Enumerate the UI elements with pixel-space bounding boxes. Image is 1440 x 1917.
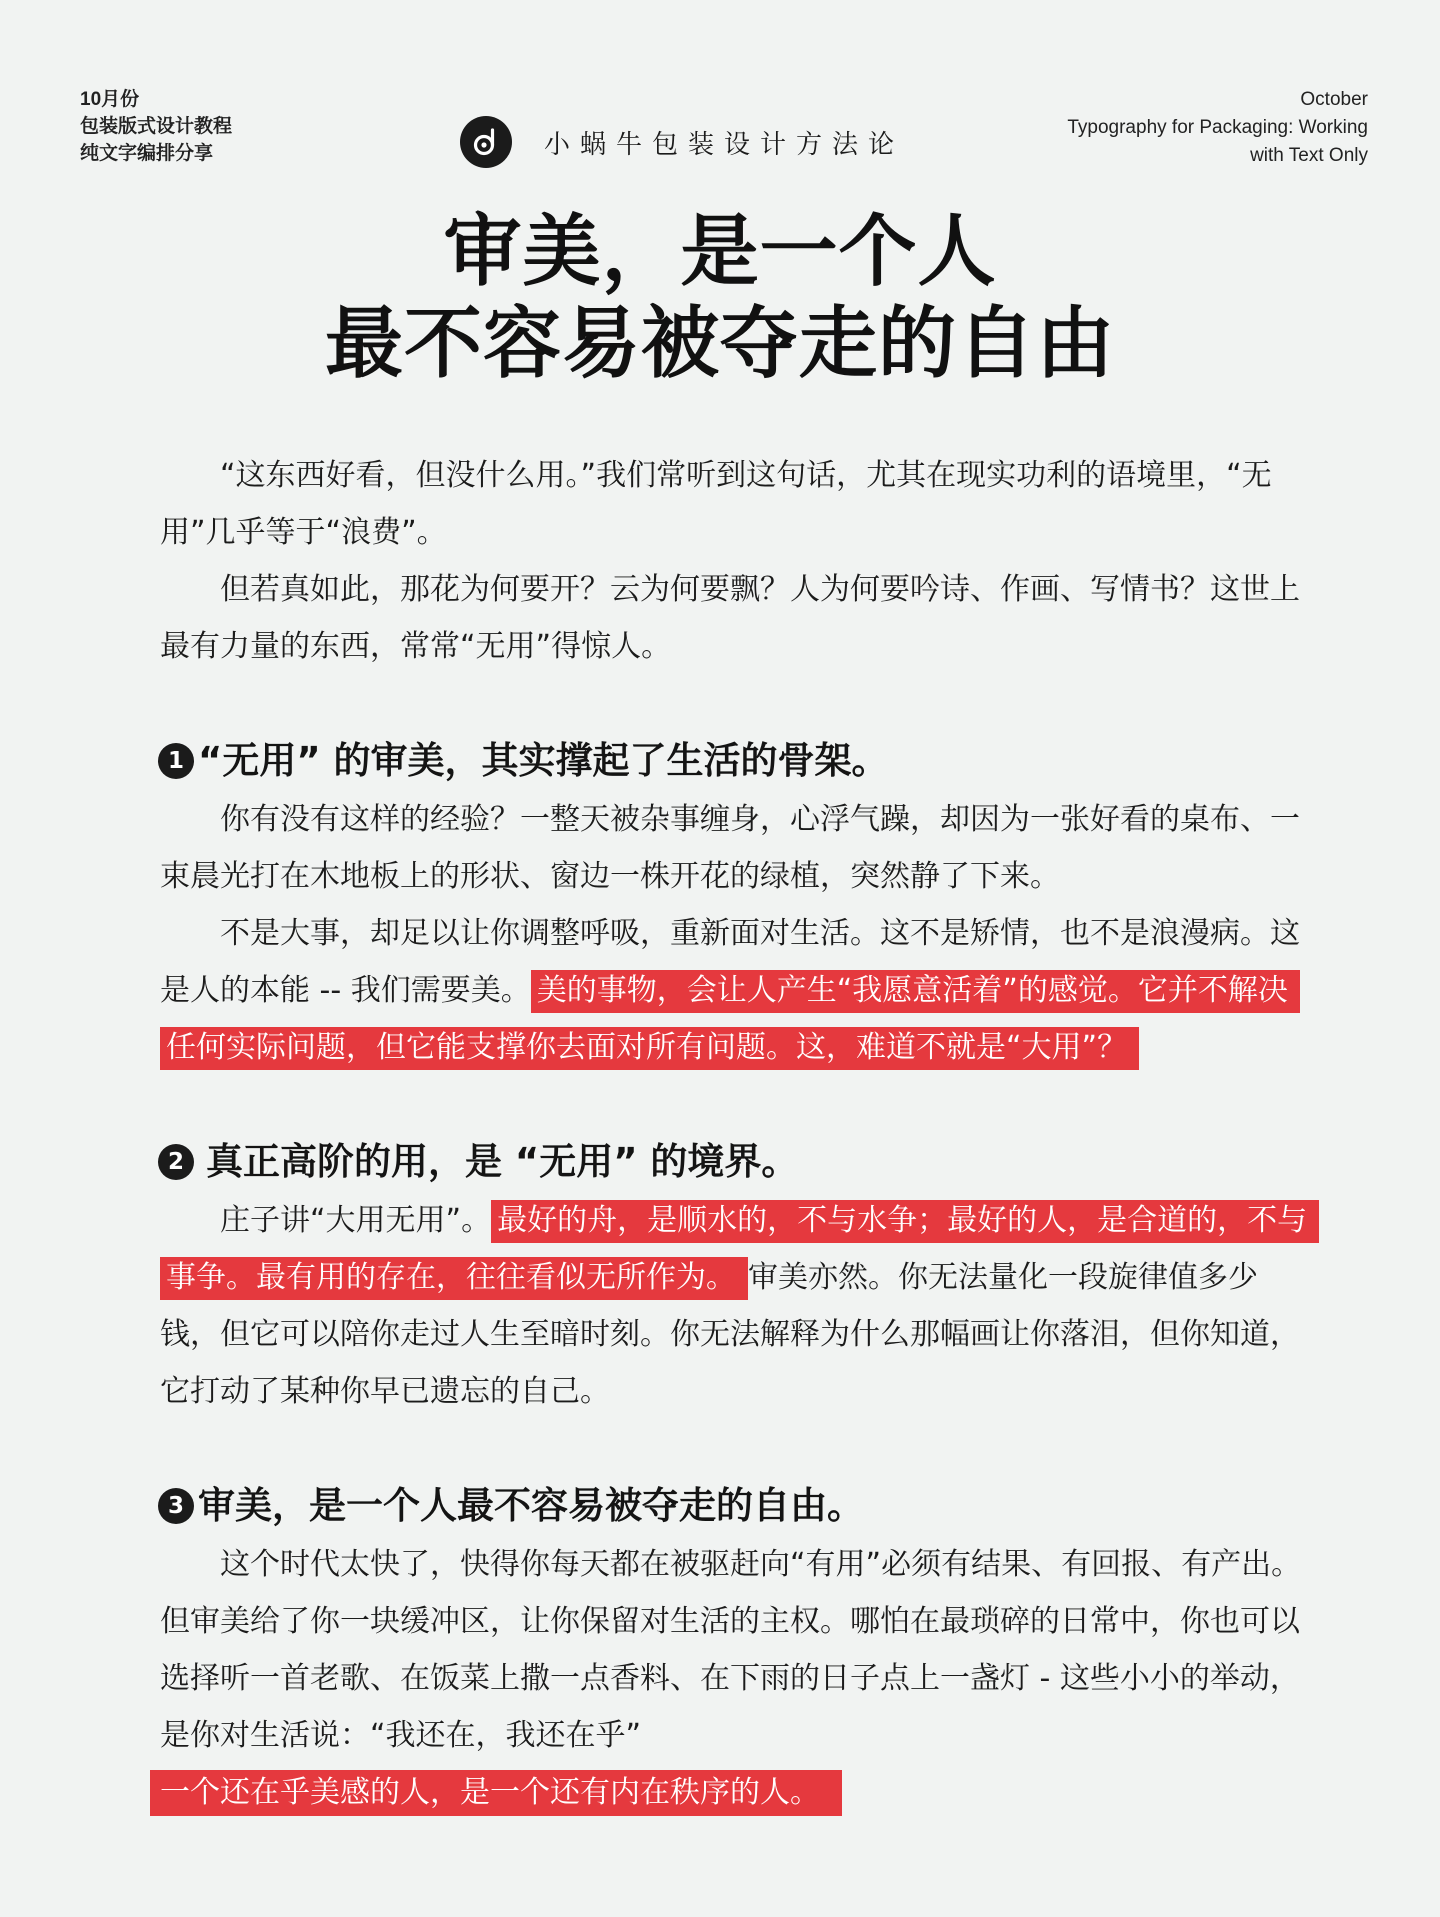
intro-paragraph-2: 但若真如此，那花为何要开？云为何要飘？人为何要吟诗、作画、写情书？这世上最有力量的东西，常常“无用”得惊人。 <box>160 572 1300 664</box>
section-2 <box>160 1134 1310 1420</box>
month-label-en: October <box>1300 89 1368 110</box>
section-paragraph: 这个时代太快了，快得你每天都在被驱赶向“有用”必须有结果、有回报、有产出。但审美给了你一块缓冲区，让你保留对生活的主权。哪怕在最琐碎的日常中，你也可以选择听一首老歌、在饭菜上撒一点香料、在下雨的日子点上一盏灯 - 这些小小的举动，是你对生活说：“我还在，我还在乎” <box>160 1547 1302 1753</box>
header-left-info <box>80 86 232 167</box>
section-heading <box>158 1478 1310 1534</box>
section-number-badge: 3 <box>158 1488 194 1524</box>
paragraph-text: 审美亦然。你无法量化一段旋律值多少钱，但它可以陪你走过人生至暗时刻。你无法解释为什么那幅画让你落泪，但你知道，它打动了某种你早已遗忘的自己。 <box>160 1260 1300 1409</box>
series-label-en: Typography for Packaging: Working <box>1067 117 1368 138</box>
section-paragraph <box>160 905 1310 1076</box>
section-3 <box>160 1478 1310 1816</box>
section-number-badge: 1 <box>158 743 194 779</box>
section-number-badge: 2 <box>158 1144 194 1180</box>
section-paragraph <box>160 1192 1310 1420</box>
snail-logo-icon <box>460 116 512 168</box>
intro-paragraph-1: “这东西好看，但没什么用。”我们常听到这句话，尤其在现实功利的语境里，“无用”几乎等于“浪费”。 <box>160 458 1272 550</box>
topic-label-en: with Text Only <box>1250 145 1368 166</box>
header-right-info <box>1067 86 1368 170</box>
section-heading <box>158 733 1310 789</box>
series-label: 包装版式设计教程 <box>80 116 233 137</box>
month-label: 10月份 <box>80 89 140 110</box>
page-title <box>0 206 1440 390</box>
section-heading-text: 真正高阶的用，是 “无用” 的境界。 <box>206 1140 799 1183</box>
brand-name: 小蜗牛包装设计方法论 <box>544 129 905 160</box>
highlighted-text: 美的事物，会让人产生“我愿意活着”的感觉。它并不解决任何实际问题，但它能支撑你去面对所有问题。这，难道不就是“大用”？ <box>160 970 1300 1070</box>
section-paragraph: 你有没有这样的经验？一整天被杂事缠身，心浮气躁，却因为一张好看的桌布、一束晨光打在木地板上的形状、窗边一株开花的绿植，突然静了下来。 <box>160 802 1300 894</box>
highlighted-text: 最好的舟，是顺水的，不与水争；最好的人，是合道的，不与事争。最有用的存在，往往看似无所作为。 <box>160 1200 1319 1300</box>
section-heading-text: 审美，是一个人最不容易被夺走的自由。 <box>198 1484 864 1527</box>
topic-label: 纯文字编排分享 <box>80 143 214 164</box>
title-line-1: 审美，是一个人 <box>443 206 997 297</box>
section-heading <box>158 1134 1310 1190</box>
paragraph-text: 庄子讲“大用无用”。 <box>220 1203 492 1238</box>
section-heading-text: “无用” 的审美，其实撑起了生活的骨架。 <box>198 739 889 782</box>
brand <box>460 116 904 168</box>
article-body <box>160 447 1310 1816</box>
title-line-2: 最不容易被夺走的自由 <box>324 298 1115 389</box>
section-1 <box>160 733 1310 1076</box>
paragraph-text: 不是大事，却足以让你调整呼吸，重新面对生活。这不是矫情，也不是浪漫病。这是人的本能 -- 我们需要美。 <box>160 916 1300 1008</box>
closing-highlight: 一个还在乎美感的人，是一个还有内在秩序的人。 <box>150 1770 842 1816</box>
